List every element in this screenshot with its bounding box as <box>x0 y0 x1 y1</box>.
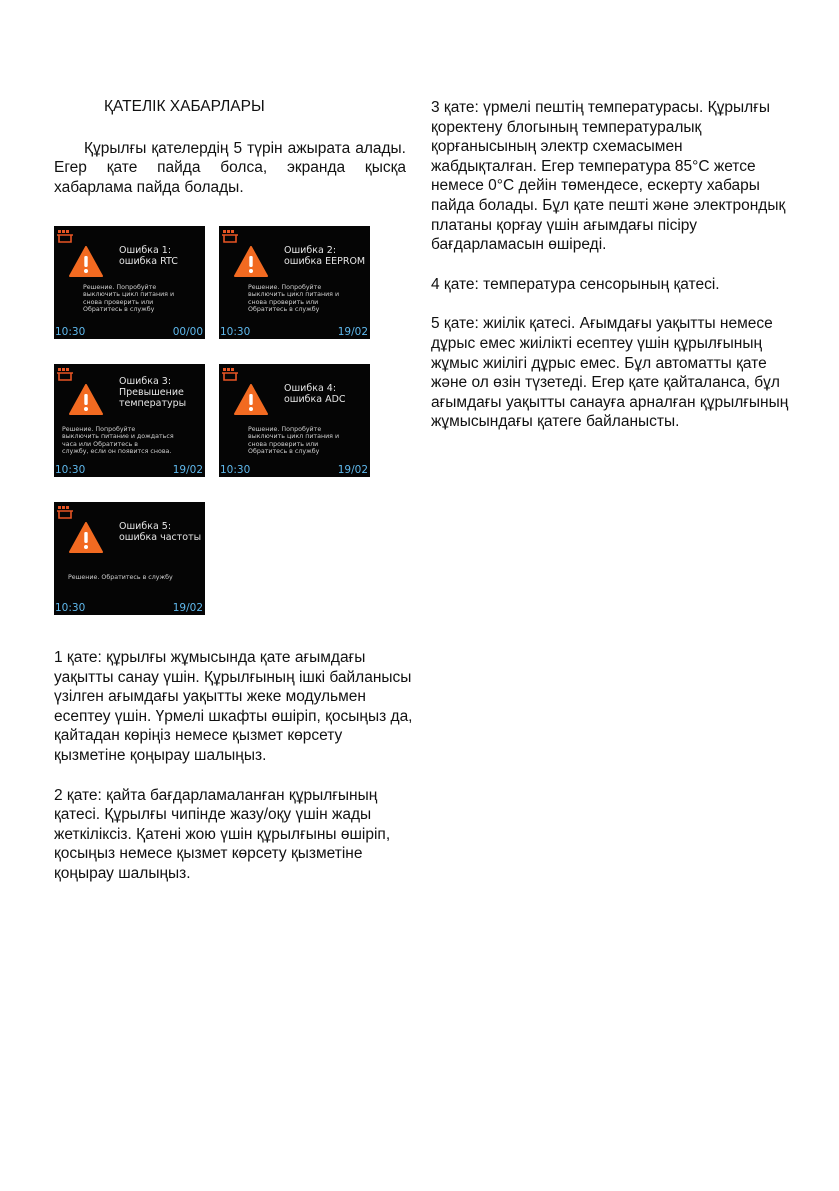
error-title: Ошибка 5: ошибка частоты <box>119 521 202 543</box>
spacer <box>431 255 791 275</box>
error-2-paragraph: 2 қате: қайта бағдарламаланған құрылғының қатесі. Құрылғы чипінде жазу/оқу үшін жады жеткіліксіз. Қатені жою үшін құрылғыны өшіріп, қосыңыз немесе қызмет көрсету қызметіне қоңырау шалыңыз. <box>54 786 391 882</box>
clock-date: 00/00 <box>172 326 203 338</box>
warning-icon <box>69 384 103 415</box>
error-solution: Решение. Попробуйте выключить цикл питания и снова проверить или Обратитесь в службу <box>248 426 340 456</box>
clock-date: 19/02 <box>172 602 203 614</box>
spacer <box>431 294 791 314</box>
error-screen-2 <box>219 226 370 339</box>
clock-date: 19/02 <box>337 326 368 338</box>
error-solution: Решение. Попробуйте выключить цикл питания и снова проверить или Обратитесь в службу <box>83 284 175 314</box>
error-title: Ошибка 1: ошибка RTC <box>119 245 178 267</box>
left-body <box>54 648 414 884</box>
pot-icon <box>56 229 74 243</box>
warning-icon <box>234 384 268 415</box>
error-4-paragraph: 4 қате: температура сенсорының қатесі. <box>431 275 720 293</box>
error-5-paragraph: 5 қате: жиілік қатесі. Ағымдағы уақытты немесе дұрыс емес жиілікті есептеу үшін құрылғының жұмыс жиілігі дұрыс емес. Бұл автоматты қате және ол өзін түзетеді. Егер қате қайталанса, бұл ағымдағы уақытты санауға арналған құрылғының жұмысындағы қатеге байланысты. <box>431 315 789 431</box>
warning-icon <box>234 246 268 277</box>
right-column <box>431 98 791 432</box>
error-screen-1 <box>54 226 205 339</box>
error-screen-4 <box>219 364 370 477</box>
error-3-paragraph: 3 қате: үрмелі пештің температурасы. Құрылғы қоректену блогының температуралық қорғанысының электр схемасымен жабдықталған. Егер температура 85°C жетсе немесе 0°C дейін төмендесе, ескерту хабары пайда болады. Бұл қате пешті және электрондық платаны қорғау үшін ағымдағы пісіру бағдарламасын өшіреді. <box>431 99 786 254</box>
spacer <box>54 766 414 786</box>
clock-time: 10:30 <box>220 464 251 476</box>
clock-time: 10:30 <box>220 326 251 338</box>
error-solution: Решение. Попробуйте выключить цикл питания и снова проверить или Обратитесь в службу <box>248 284 340 314</box>
clock-time: 10:30 <box>55 602 86 614</box>
error-1-paragraph: 1 қате: құрылғы жұмысында қате ағымдағы уақытты санау үшін. Құрылғының ішкі байланысы үзілген ағымдағы уақытты жеке модульмен есептеу үшін. Үрмелі шкафты өшіріп, қосыңыз да, қайтадан көріңіз немесе қызмет көрсету қызметіне қоңырау шалыңыз. <box>54 649 413 764</box>
pot-icon <box>221 229 239 243</box>
pot-icon <box>56 505 74 519</box>
error-solution: Решение. Попробуйте выключить питание и дождаться часа или Обратитесь в службу, если он появится снова. <box>62 426 174 456</box>
clock-date: 19/02 <box>172 464 203 476</box>
error-title: Ошибка 4: ошибка ADC <box>284 383 346 405</box>
error-solution: Решение. Обратитесь в службу <box>68 574 173 581</box>
clock-time: 10:30 <box>55 326 86 338</box>
intro-paragraph: Құрылғы қателердің 5 түрін ажырата алады. Егер қате пайда болса, экранда қысқа хабарлама пайда болады. <box>54 139 406 196</box>
pot-icon <box>221 367 239 381</box>
pot-icon <box>56 367 74 381</box>
error-screen-5 <box>54 502 205 615</box>
clock-date: 19/02 <box>337 464 368 476</box>
clock-time: 10:30 <box>55 464 86 476</box>
error-title: Ошибка 2: ошибка EEPROM <box>284 245 366 267</box>
warning-icon <box>69 522 103 553</box>
page-title: ҚАТЕЛІК ХАБАРЛАРЫ <box>104 98 265 115</box>
error-title: Ошибка 3: Превышение температуры <box>119 376 187 409</box>
warning-icon <box>69 246 103 277</box>
error-screen-3 <box>54 364 205 477</box>
left-column <box>54 97 406 197</box>
